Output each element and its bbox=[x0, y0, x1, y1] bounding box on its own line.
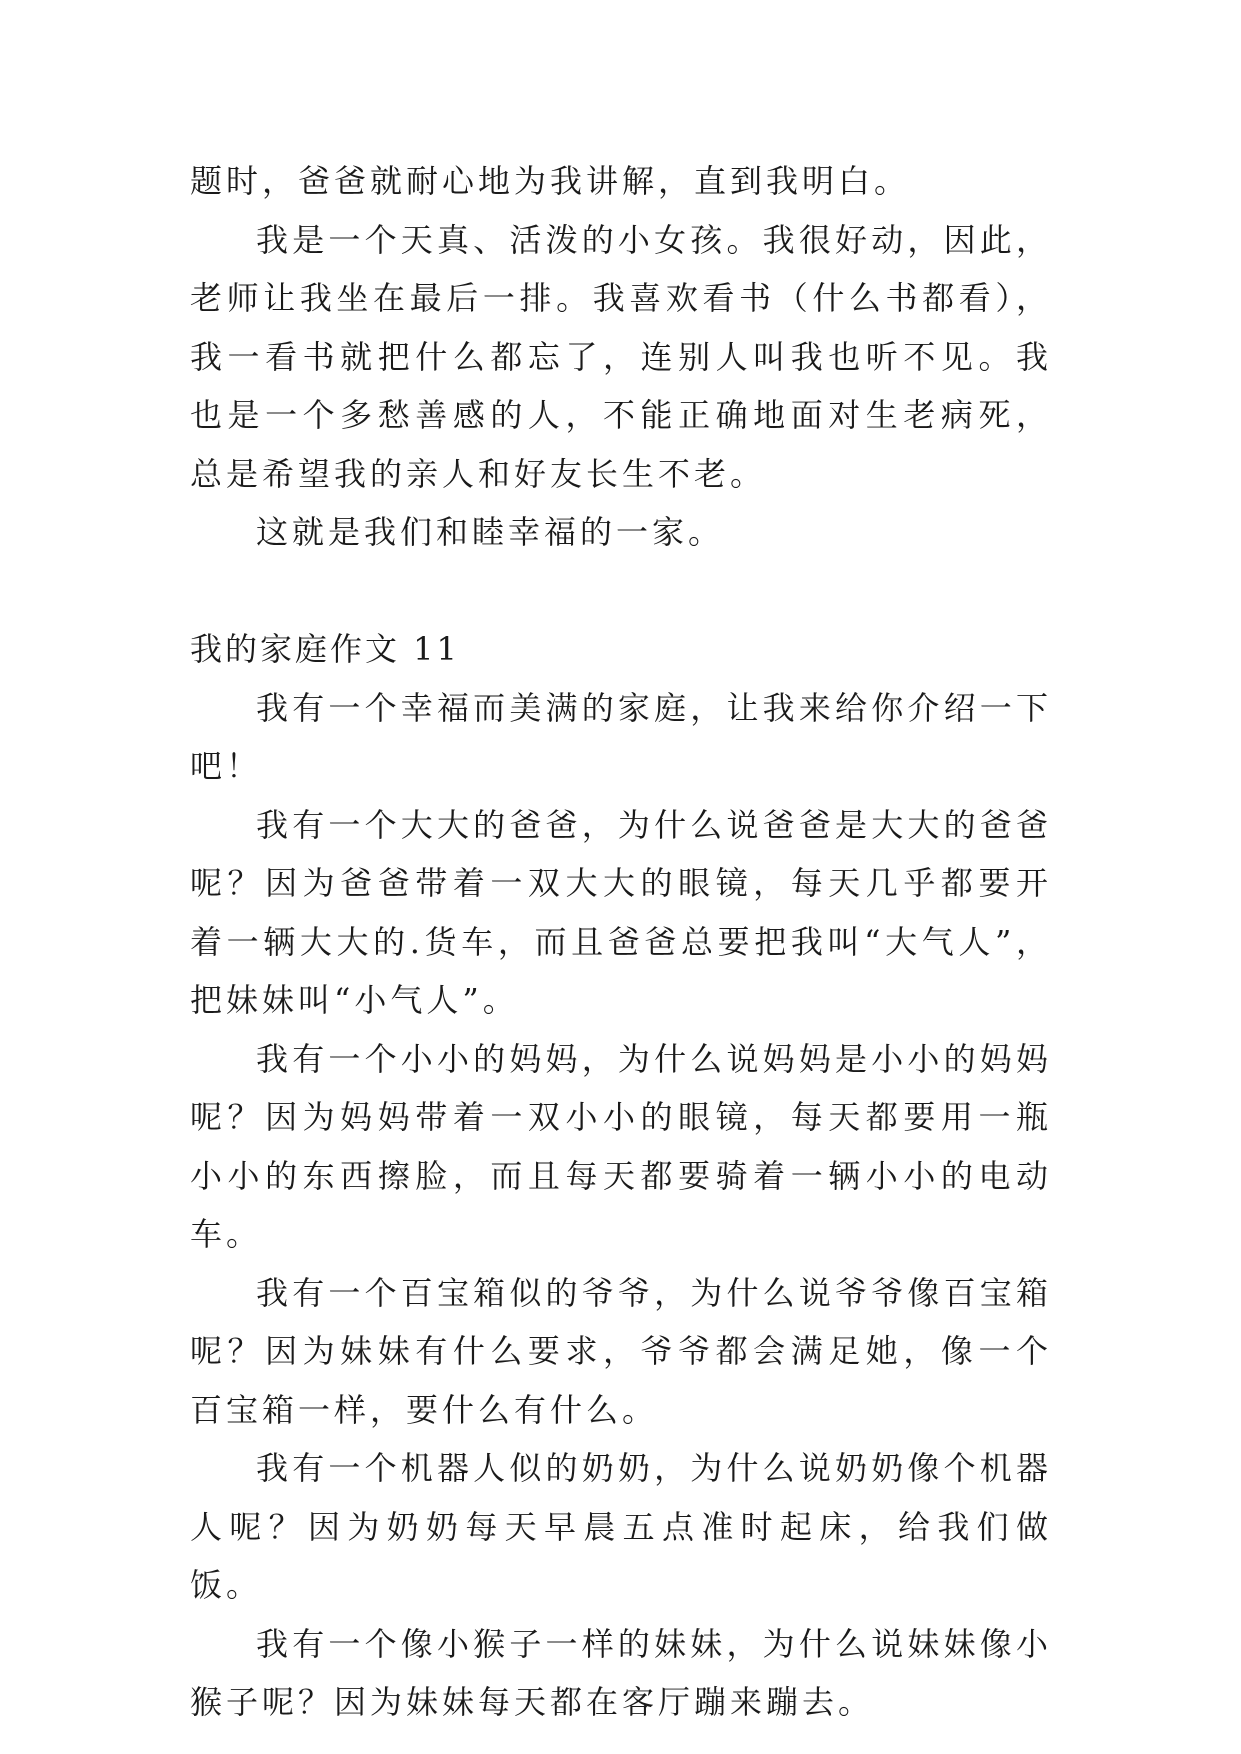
paragraph: 我有一个像小猴子一样的妹妹，为什么说妹妹像小猴子呢？因为妹妹每天都在客厅蹦来蹦去。 bbox=[190, 1624, 1052, 1721]
paragraph: 我有一个小小的妈妈，为什么说妈妈是小小的妈妈呢？因为妈妈带着一双小小的眼镜，每天都要用一瓶小小的东西擦脸，而且每天都要骑着一辆小小的电动车。 bbox=[190, 1039, 1052, 1253]
paragraph-continued: 题时，爸爸就耐心地为我讲解，直到我明白。 bbox=[190, 162, 911, 200]
document-body bbox=[190, 152, 1052, 1732]
paragraph: 这就是我们和睦幸福的一家。 bbox=[256, 513, 725, 551]
paragraph: 我有一个幸福而美满的家庭，让我来给你介绍一下吧！ bbox=[190, 688, 1052, 785]
paragraph: 我有一个百宝箱似的爷爷，为什么说爷爷像百宝箱呢？因为妹妹有什么要求，爷爷都会满足她，像一个百宝箱一样，要什么有什么。 bbox=[190, 1273, 1052, 1429]
paragraph: 我有一个机器人似的奶奶，为什么说奶奶像个机器人呢？因为奶奶每天早晨五点准时起床，给我们做饭。 bbox=[190, 1449, 1052, 1604]
paragraph: 我有一个大大的爸爸，为什么说爸爸是大大的爸爸呢？因为爸爸带着一双大大的眼镜，每天几乎都要开着一辆大大的.货车，而且爸爸总要把我叫“大气人”，把妹妹叫“小气人”。 bbox=[190, 805, 1052, 1019]
paragraph: 我是一个天真、活泼的小女孩。我很好动，因此，老师让我坐在最后一排。我喜欢看书（什么书都看），我一看书就把什么都忘了，连别人叫我也听不见。我也是一个多愁善感的人，不能正确地面对生老病死，总是希望我的亲人和好友长生不老。 bbox=[190, 220, 1052, 493]
section-title: 我的家庭作文 11 bbox=[190, 630, 460, 668]
